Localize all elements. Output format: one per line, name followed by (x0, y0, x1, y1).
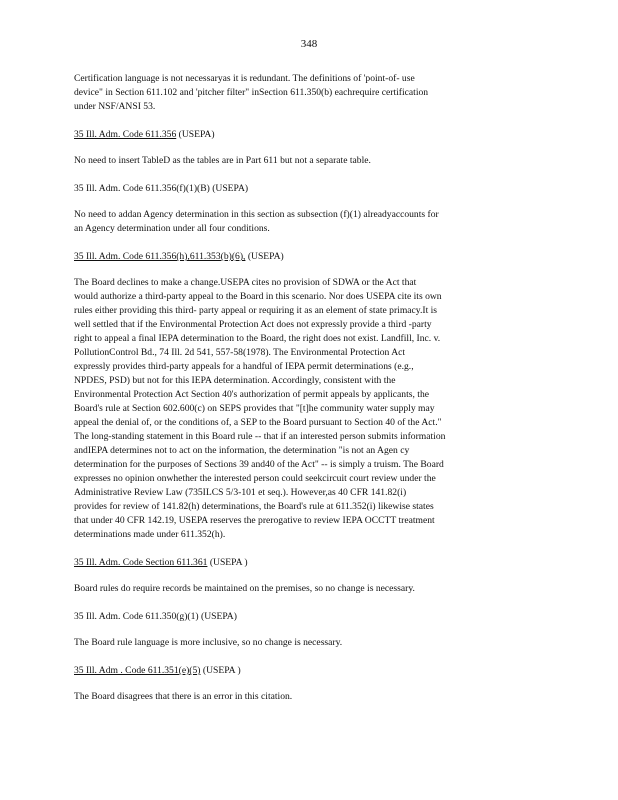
section-source: (USEPA ) (200, 665, 241, 676)
section-source: (USEPA) (176, 129, 215, 140)
text-line: expressly provides third-party appeals for a handful of IEPA permit determinations (e.g., (74, 361, 414, 372)
text-line: appeal the denial of, or the conditions of, a SEP to the Board pursuant to Section 40 of the Act." (74, 417, 442, 428)
text-line: would authorize a third-party appeal to the Board in this scenario. Nor does USEPA cite its own (74, 291, 442, 302)
paragraph (74, 154, 544, 168)
section-citation: 35 Ill. Adm. Code 611.356(f)(1)(B) (74, 183, 210, 194)
text-line: The Board declines to make a change.USEPA cites no provision of SDWA or the Act that (74, 277, 417, 288)
section-citation: 35 Ill. Adm. Code 611.350(g)(1) (74, 611, 199, 622)
text-line: andIEPA determines not to act on the information, the determination "is not an Agen cy (74, 445, 410, 456)
text-line: rules either providing this third- party appeal or requiring it as an element of state primacy.It is (74, 305, 438, 316)
text-line: Environmental Protection Act Section 40's authorization of permit appeals by applicants, the (74, 389, 430, 400)
paragraph (74, 208, 544, 236)
paragraph (74, 276, 544, 542)
text-line: right to appeal a final IEPA determination to the Board, the right does not exist. Landfill, Inc. v. (74, 333, 441, 344)
section-source: (USEPA) (209, 183, 249, 194)
text-line: under NSF/ANSI 53. (74, 101, 156, 112)
text-line: determinations made under 611.352(h). (74, 529, 226, 540)
text-line: well settled that if the Environmental Protection Act does not expressly provide a third -party (74, 319, 432, 330)
section-heading (74, 128, 544, 142)
text-line: Board's rule at Section 602.600(c) on SEPS provides that "[t]he community water supply may (74, 403, 435, 414)
section-heading (74, 664, 544, 678)
text-line: PollutionControl Bd., 74 Ill. 2d 541, 557-58(1978). The Environmental Protection Act (74, 347, 406, 358)
paragraph (74, 582, 544, 596)
section-citation: 35 Ill. Adm. Code 611.356 (74, 129, 177, 140)
section-source: (USEPA) (245, 251, 284, 262)
text-line: Certification language is not necessaryas it is redundant. The definitions of 'point-of- use (74, 73, 415, 84)
document-body (74, 72, 544, 718)
section-citation: 35 Ill. Adm. Code 611.356(h),611.353(b)(6), (74, 251, 246, 262)
section-heading (74, 556, 544, 570)
paragraph (74, 690, 544, 704)
section-source: (USEPA ) (207, 557, 248, 568)
section-citation: 35 Ill. Adm. Code Section 611.361 (74, 557, 208, 568)
text-line: that under 40 CFR 142.19, USEPA reserves the prerogative to review IEPA OCCTT treatment (74, 515, 435, 526)
section-heading (74, 250, 544, 264)
section-heading (74, 610, 544, 624)
paragraph (74, 636, 544, 650)
text-line: No need to addan Agency determination in this section as subsection (f)(1) alreadyaccounts for (74, 209, 439, 220)
text-line: provides for review of 141.82(h) determinations, the Board's rule at 611.352(i) likewise states (74, 501, 434, 512)
text-line: an Agency determination under all four conditions. (74, 223, 270, 234)
text-line: device" in Section 611.102 and 'pitcher filter" inSection 611.350(b) eachrequire certification (74, 87, 429, 98)
text-line: The Board rule language is more inclusive, so no change is necessary. (74, 637, 343, 648)
text-line: expresses no opinion onwhether the interested person could seekcircuit court review under the (74, 473, 436, 484)
text-line: Board rules do require records be maintained on the premises, so no change is necessary. (74, 583, 415, 594)
text-line: NPDES, PSD) but not for this IEPA determination. Accordingly, consistent with the (74, 375, 396, 386)
text-line: No need to insert TableD as the tables are in Part 611 but not a separate table. (74, 155, 371, 166)
text-line: The Board disagrees that there is an error in this citation. (74, 691, 293, 702)
section-citation: 35 Ill. Adm . Code 611.351(e)(5) (74, 665, 201, 676)
text-line: The long-standing statement in this Board rule -- that if an interested person submits information (74, 431, 446, 442)
text-line: determination for the purposes of Sections 39 and40 of the Act" -- is simply a truism. The Board (74, 459, 444, 470)
page-number: 348 (300, 38, 318, 50)
text-line: Administrative Review Law (735ILCS 5/3-101 et seq.). However,as 40 CFR 141.82(i) (74, 487, 407, 498)
section-source: (USEPA) (198, 611, 237, 622)
paragraph (74, 72, 544, 114)
section-heading (74, 182, 544, 196)
